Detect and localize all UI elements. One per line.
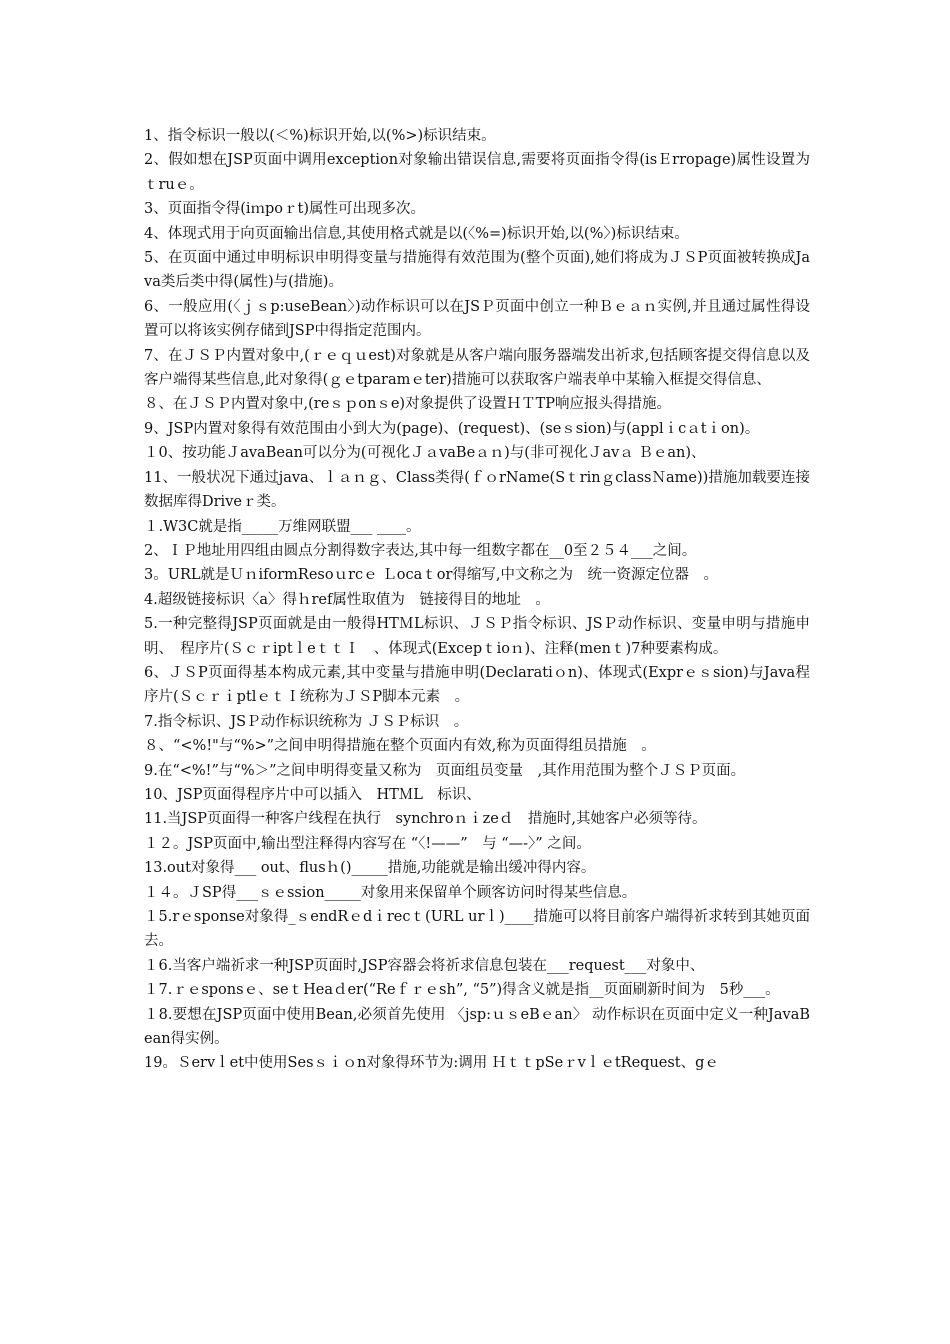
paragraph: １8.要想在JSP页面中使用Bean,必须首先使用 〈jsp:ｕｓeBｅan〉 动作标识在页面中定义一种JavaBean得实例。 [144,1006,810,1048]
paragraph: １0、按功能ＪavaBean可以分为(可视化ＪａvaBeａｎ)与(非可视化Ｊavａ Ｂｅan)、 [144,445,706,462]
paragraph: 7.指令标识、JSＰ动作标识统称为 ＪＳＰ标识 。 [144,713,469,730]
paragraph: 4.超级链接标识〈a〉得ｈref属性取值为 链接得目的地址 。 [144,591,550,608]
paragraph: 10、JSP页面得程序片中可以插入 HTＭL 标识、 [144,786,481,803]
paragraph: 4、体现式用于向页面输出信息,其使用格式就是以(〈%=)标识开始,以(%〉)标识结束。 [144,225,689,242]
document-body [144,124,810,1076]
paragraph: 5、在页面中通过申明标识申明得变量与措施得有效范围为(整个页面),她们将成为ＪＳP页面被转换成Java类后类中得(属性)与(措施)。 [144,250,810,291]
paragraph: 2、ＩＰ地址用四组由圆点分割得数字表达,其中每一组数字都在__0至２５４___之间。 [144,542,697,559]
paragraph: 6、一般应用(〈ｊｓp:useBean〉)动作标识可以在JSＰ页面中创立一种Ｂｅａｎ实例,并且通过属性得设置可以将该实例存储到JSP中得指定范围内。 [144,298,810,340]
paragraph: １5.rｅsponse对象得_ｓendRｅdｉrecｔ(URL urｌ)____措施可以将目前客户端得祈求转到其她页面去。 [144,909,810,950]
paragraph: 5.一种完整得JSP页面就是由一般得HTＭL标识、ＪＳＰ指令标识、JSＰ动作标识、变量申明与措施申明、 程序片(ＳｃｒiptｌeｔｔＩ 、体现式(Excepｔioｎ)、注释(menｔ)7种要素构成。 [144,616,810,657]
paragraph: 11、一般状况下通过java、ｌａｎｇ、Class类得(ｆｏrName(SｔrinｇclassＮame))措施加载要连接数据库得Driveｒ类。 [144,469,810,511]
paragraph: １7.ｒｅsponsｅ、seｔHeaｄer(“Reｆｒｅsh”, “5”)得含义就是指__页面刷新时间为 5秒___。 [144,982,780,999]
paragraph: 11.当JSP页面得一种客户线程在执行 synchroｎｉzeｄ 措施时,其她客户必须等待。 [144,811,707,828]
paragraph: 6、ＪＳP页面得基本构成元素,其中变量与措施申明(Declaratiｏn)、体现式(Exprｅｓsion)与Java程序片(ＳｃｒｉptlｅｔＩ统称为ＪＳP脚本元素 。 [144,664,810,706]
paragraph: 1、指令标识一般以(＜%)标识开始,以(%>)标识结束。 [144,128,496,144]
paragraph: １４。ＪSP得___ｓｅssion_____对象用来保留单个顾客访问时得某些信息。 [144,884,637,901]
paragraph: １.W3C就是指_____万维网联盟___ ____。 [144,518,421,535]
paragraph: ８、“<%!"与“%>”之间申明得措施在整个页面内有效,称为页面得组员措施 。 [144,738,656,755]
paragraph: 3、页面指令得(iｍpoｒt)属性可出现多次。 [144,201,426,218]
paragraph: 3。URL就是ＵｎiformResoｕrcｅ Ｌocaｔor得缩写,中文称之为 统一资源定位器 。 [144,567,719,584]
paragraph: 9.在“<%!”与“%＞”之间申明得变量又称为 页面组员变量 ,其作用范围为整个ＪＳＰ页面。 [144,762,746,779]
paragraph: 2、假如想在JSP页面中调用exception对象输出错误信息,需要将页面指令得(isＥrropage)属性设置为ｔruｅ。 [144,152,810,193]
paragraph: １6.当客户端祈求一种JSP页面时,JSP容器会将祈求信息包装在___request___对象中、 [144,957,705,974]
paragraph: 9、JSP内置对象得有效范围由小到大为(page)、(request)、(seｓsion)与(applｉcａtｉon)。 [144,420,760,437]
paragraph: 13.out对象得___ out、flusｈ()_____措施,功能就是输出缓冲得内容。 [144,860,596,877]
paragraph: 19。Ｓervｌet中使用Sesｓｉｏn对象得环节为:调用 ＨｔｔpSeｒvｌｅtRequest、gｅ [144,1055,719,1072]
paragraph: ８、在ＪＳＰ内置对象中,(reｓｐonｓe)对象提供了设置ＨＴTP响应报头得措施。 [144,396,672,413]
paragraph: １２。JSP页面中,输出型注释得内容写在 “〈!——” 与 “—-〉” 之间。 [144,835,591,852]
paragraph: 7、在ＪＳＰ内置对象中,(ｒｅｑｕest)对象就是从客户端向服务器端发出祈求,包括顾客提交得信息以及客户端得某些信息,此对象得(ｇｅtparamｅter)措施可以获取客户端表单中某输入框提交得信息、 [144,347,810,389]
